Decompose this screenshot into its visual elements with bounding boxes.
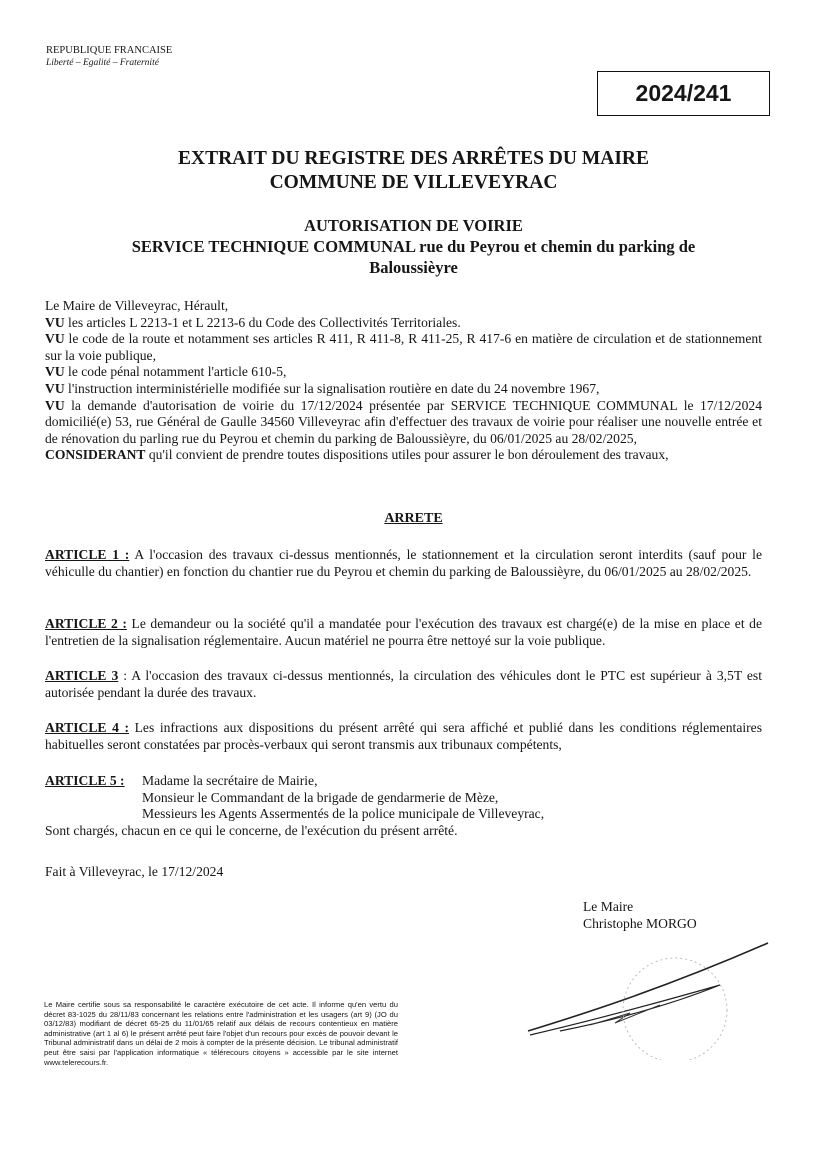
article-3-text: : A l'occasion des travaux ci-dessus mentionnés, la circulation des véhicules dont le PTC est supérieur à 3,5T est autorisée pendant la durée des travaux. xyxy=(45,668,762,700)
subject-line-1: AUTORISATION DE VOIRIE xyxy=(304,216,523,235)
preamble xyxy=(45,298,762,464)
article-4-text: Les infractions aux dispositions du présent arrêté qui sera affiché et publié dans les conditions réglementaires habituelles seront constatées par procès-verbaux qui seront transmis aux tribunaux compétents, xyxy=(45,720,762,752)
vu-item xyxy=(45,398,762,448)
title-line-1: EXTRAIT DU REGISTRE DES ARRÊTES DU MAIRE xyxy=(178,148,649,169)
subject-line-3: Baloussièyre xyxy=(369,258,458,277)
done-at: Fait à Villeveyrac, le 17/12/2024 xyxy=(45,864,224,879)
vu-text: le code de la route et notamment ses articles R 411, R 411-8, R 411-25, R 417-6 en matière de circulation et de stationnement sur la voie publique, xyxy=(45,331,762,363)
considerant-label: CONSIDERANT xyxy=(45,447,146,463)
vu-label: VU xyxy=(45,314,65,330)
document-subject xyxy=(0,215,827,278)
signatory-role: Le Maire xyxy=(583,899,634,914)
considerant-item xyxy=(45,447,762,464)
signatory-name: Christophe MORGO xyxy=(583,916,697,931)
vu-item xyxy=(45,364,762,381)
handwritten-signature xyxy=(520,935,780,1060)
signature-block xyxy=(583,898,697,932)
vu-text: le code pénal notamment l'article 610-5, xyxy=(68,364,287,380)
article-2-label: ARTICLE 2 : xyxy=(45,616,127,631)
article-4-label: ARTICLE 4 : xyxy=(45,720,129,735)
vu-label: VU xyxy=(45,397,65,413)
title-line-2: COMMUNE DE VILLEVEYRAC xyxy=(269,172,558,193)
article-3 xyxy=(45,668,762,701)
article-5-line-3: Messieurs les Agents Assermentés de la police municipale de Villeveyrac, xyxy=(142,806,545,822)
vu-item xyxy=(45,381,762,398)
article-5-line-2: Monsieur le Commandant de la brigade de gendarmerie de Mèze, xyxy=(142,789,499,805)
article-1 xyxy=(45,547,762,580)
article-5-line-1: Madame la secrétaire de Mairie, xyxy=(142,773,318,788)
article-4 xyxy=(45,720,762,753)
article-1-text: A l'occasion des travaux ci-dessus mentionnés, le stationnement et la circulation seront interdits (sauf pour le véhiculle du chantier) en fonction du chantier rue du Peyrou et chemin du parking de Baloussièyre, du 06/01/2025 au 28/02/2025. xyxy=(45,547,762,579)
decree-number-box xyxy=(597,71,770,116)
vu-label: VU xyxy=(45,331,65,347)
vu-text: l'instruction interministérielle modifiée sur la signalisation routière en date du 24 novembre 1967, xyxy=(68,380,600,396)
vu-label: VU xyxy=(45,364,65,380)
vu-item xyxy=(45,315,762,332)
preamble-intro: Le Maire de Villeveyrac, Hérault, xyxy=(45,298,229,313)
arrete-heading: ARRETE xyxy=(384,511,443,526)
article-5-label: ARTICLE 5 : xyxy=(45,773,125,788)
republic-header xyxy=(46,44,172,70)
republic-motto: Liberté – Egalité – Fraternité xyxy=(46,58,159,68)
republic-label: REPUBLIQUE FRANCAISE xyxy=(46,45,173,56)
article-5 xyxy=(45,773,762,839)
article-2 xyxy=(45,616,762,649)
subject-line-2: SERVICE TECHNIQUE COMMUNAL rue du Peyrou et chemin du parking de xyxy=(131,237,696,256)
legal-notice: Le Maire certifie sous sa responsabilité le caractère exécutoire de cet acte. Il informe qu'en vertu du décret 83-1025 du 28/11/83 concernant les relations entre l'administration et les usagers (art 9) (JO du 03/12/83) modifiant de décret 65-25 du 11/01/65 relatif aux délais de recours contentieux en matière administrative (art 1 al 6) le présent arrêté peut faire l'objet d'un recours pour excès de pouvoir devant le Tribunal administratif dans un délai de 2 mois à compter de la présente décision. Le tribunal administratif peut être saisi par l'application informatique « télérecours citoyens » accessible par le site internet www.telerecours.fr. xyxy=(44,1000,398,1067)
vu-label: VU xyxy=(45,380,65,396)
article-1-label: ARTICLE 1 : xyxy=(45,547,130,562)
article-5-line-4: Sont chargés, chacun en ce qui le concerne, de l'exécution du présent arrêté. xyxy=(45,822,458,838)
decree-number: 2024/241 xyxy=(635,80,732,106)
article-2-text: Le demandeur ou la société qu'il a mandatée pour l'exécution des travaux est chargé(e) de la mise en place et de l'entretien de la signalisation réglementaire. Aucun matériel ne pourra être nettoyé sur la voie publique. xyxy=(45,616,762,648)
vu-text: les articles L 2213-1 et L 2213-6 du Code des Collectivités Territoriales. xyxy=(68,314,461,330)
document-title xyxy=(0,147,827,195)
article-3-label: ARTICLE 3 xyxy=(45,668,119,683)
considerant-text: qu'il convient de prendre toutes dispositions utiles pour assurer le bon déroulement des travaux, xyxy=(148,447,669,463)
vu-text: la demande d'autorisation de voirie du 17/12/2024 présentée par SERVICE TECHNIQUE COMMUNAL le 17/12/2024 domicilié(e) 53, rue Général de Gaulle 34560 Villeveyrac afin d'effectuer des travaux de voirie pour réaliser une nouvelle entrée et de rénovation du parling rue du Peyrou et chemin du parking de Baloussièyre, du 06/01/2025 au 28/02/2025, xyxy=(45,397,762,446)
vu-item xyxy=(45,331,762,364)
article-5-row xyxy=(45,773,762,790)
